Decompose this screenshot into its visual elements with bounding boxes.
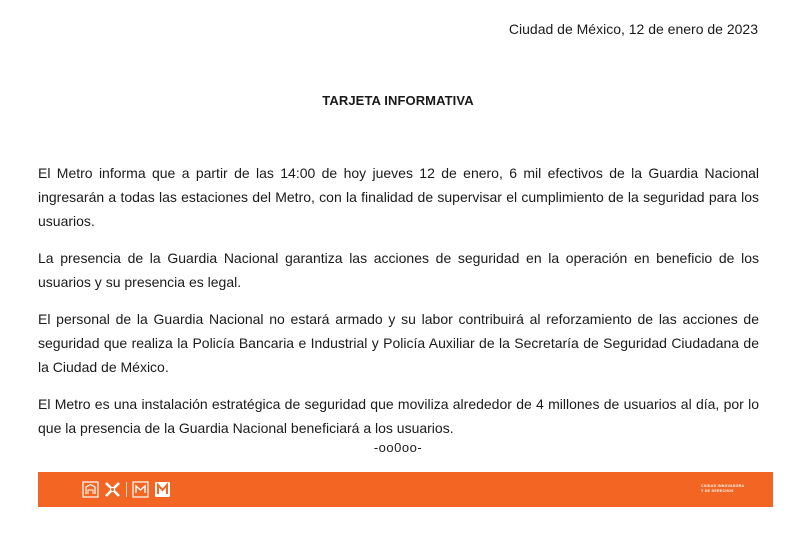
paragraph: La presencia de la Guardia Nacional garantiza las acciones de seguridad en la operación en beneficio de los usuarios y su presencia es legal. [38,250,759,290]
metro-logo [154,481,171,498]
mexico-city-glyph-logo [132,481,149,498]
footer-logos [82,480,171,499]
paragraph: El Metro es una instalación estratégica de seguridad que moviliza alrededor de 4 millones de usuarios al día, por lo que la presencia de la Guardia Nacional beneficiará a los usuarios. [38,396,759,436]
document-body [38,161,759,453]
tagline-line: Y DE DERECHOS [701,488,734,493]
cdmx-x-logo [104,481,121,498]
tagline-line: CIUDAD INNOVADORA [701,484,745,488]
cdmx-shield-logo [82,481,99,498]
paragraph: El personal de la Guardia Nacional no estará armado y su labor contribuirá al reforzamiento de las acciones de seguridad que realiza la Policía Bancaria e Industrial y Policía Auxiliar de la Secretaría de Seguridad Ciudadana de la Ciudad de México. [38,311,759,375]
footer-bar [38,472,773,507]
document-title: TARJETA INFORMATIVA [322,93,474,108]
logo-separator [126,482,127,497]
dateline: Ciudad de México, 12 de enero de 2023 [508,21,758,37]
closing-mark: -oo0oo- [373,440,423,455]
paragraph: El Metro informa que a partir de las 14:00 de hoy jueves 12 de enero, 6 mil efectivos de la Guardia Nacional ingresarán a todas las estaciones del Metro, con la finalidad de supervisar el cumplimiento de la seguridad para los usuarios. [38,165,759,229]
cdmx-tagline [701,484,761,493]
